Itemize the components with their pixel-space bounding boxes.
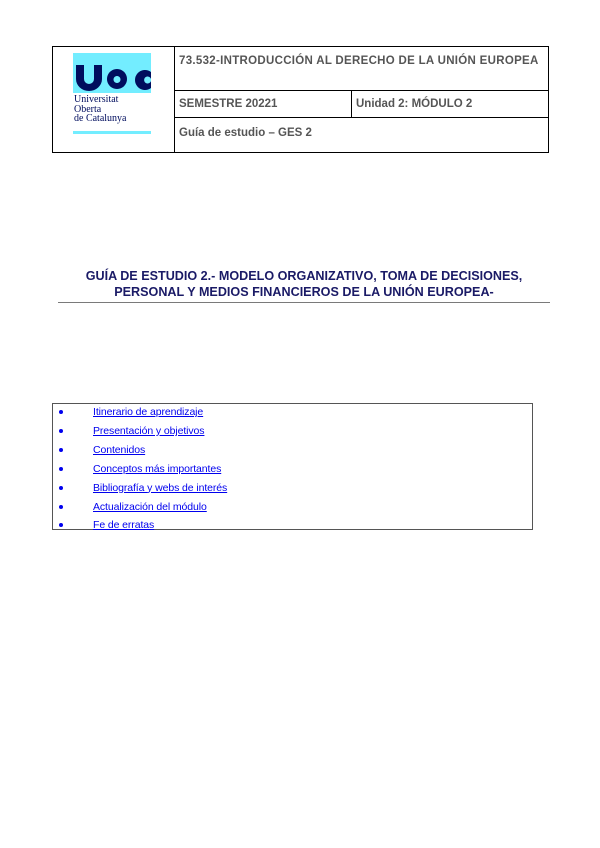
toc-link-presentacion[interactable]: Presentación y objetivos: [93, 424, 205, 437]
toc-item-actualizacion: [53, 500, 532, 519]
toc-item-bibliografia: [53, 481, 532, 500]
bullet-icon: [59, 429, 63, 433]
course-title: 73.532-INTRODUCCIÓN AL DERECHO DE LA UNIÓN EUROPEA: [179, 55, 539, 67]
logo-line-1: Universitat: [74, 94, 119, 105]
bullet-icon: [59, 505, 63, 509]
logo-underline: [73, 131, 151, 134]
bullet-icon: [59, 448, 63, 452]
guide-label: Guía de estudio – GES 2: [179, 127, 312, 139]
toc-item-erratas: [53, 518, 532, 537]
unit-cell: [352, 91, 548, 117]
page-title: [58, 268, 550, 300]
semester-row: [175, 91, 548, 118]
toc-link-contenidos[interactable]: Contenidos: [93, 443, 146, 456]
bullet-icon: [59, 523, 63, 527]
title-divider: [58, 302, 550, 303]
semester-cell: [175, 91, 352, 117]
title-line-1: GUÍA DE ESTUDIO 2.- MODELO ORGANIZATIVO, TOMA DE DECISIONES,: [85, 269, 523, 283]
logo-line-2: Oberta: [74, 103, 102, 115]
toc-item-conceptos: [53, 462, 532, 481]
unit-label: Unidad 2: MÓDULO 2: [356, 98, 473, 110]
title-line-2: PERSONAL Y MEDIOS FINANCIEROS DE LA UNIÓN EUROPEA-: [114, 285, 494, 299]
bullet-icon: [59, 410, 63, 414]
bullet-icon: [59, 467, 63, 471]
guide-row: [175, 118, 548, 152]
document-header: [52, 46, 549, 153]
table-of-contents: [52, 403, 533, 530]
uoc-logo-icon: [73, 53, 151, 93]
toc-item-itinerario: [53, 405, 532, 424]
logo-wordmark: [74, 95, 126, 124]
logo-cell: [53, 47, 175, 152]
toc-link-bibliografia[interactable]: Bibliografía y webs de interés: [93, 481, 228, 494]
toc-link-erratas[interactable]: Fe de erratas: [93, 519, 155, 532]
toc-link-itinerario[interactable]: Itinerario de aprendizaje: [93, 406, 204, 418]
course-title-row: [175, 47, 548, 91]
toc-link-actualizacion[interactable]: Actualización del módulo: [93, 500, 207, 513]
logo-line-3: de Catalunya: [74, 113, 127, 124]
toc-link-conceptos[interactable]: Conceptos más importantes: [93, 462, 222, 475]
bullet-icon: [59, 486, 63, 490]
toc-item-presentacion: [53, 424, 532, 443]
semester-label: SEMESTRE 20221: [179, 98, 278, 110]
toc-item-contenidos: [53, 443, 532, 462]
